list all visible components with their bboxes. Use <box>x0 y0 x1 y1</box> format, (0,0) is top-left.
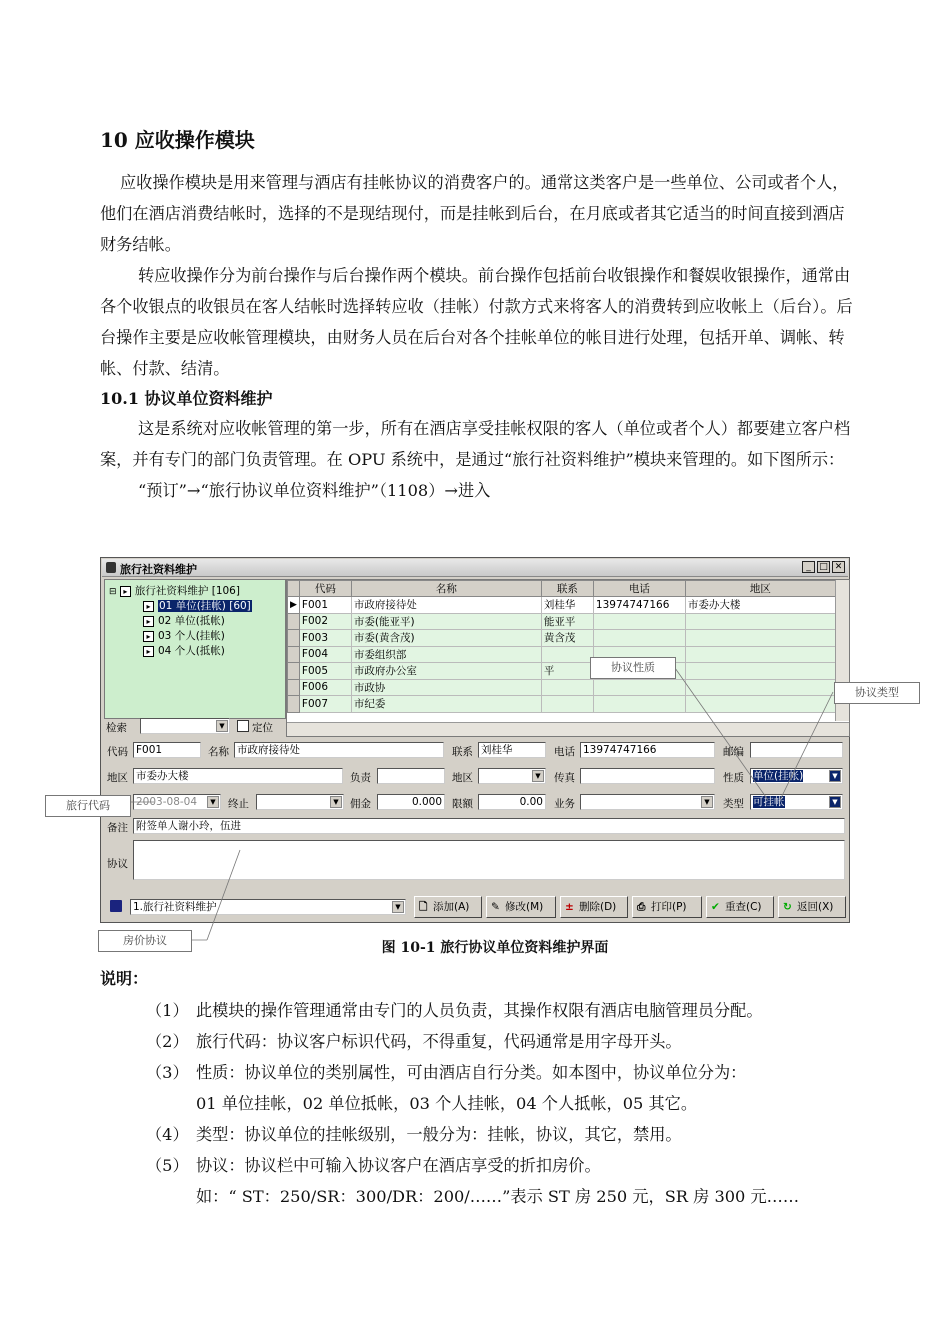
cell: 黄含茂 <box>541 630 593 647</box>
printer-icon: ⎙ <box>637 901 646 913</box>
cell: F007 <box>299 696 351 713</box>
cell: 市纪委 <box>351 696 541 713</box>
section-heading: 10 应收操作模块 <box>100 128 255 152</box>
end-label: 终止 <box>228 798 249 810</box>
intro-paragraph-2: 转应收操作分为前台操作与后台操作两个模块。前台操作包括前台收银操作和餐娱收银操作，通常由各个收银点的收银员在客人结帐时选择转应收（挂帐）付款方式来将客人的消费转到应收帐上（后台）。后台操作主要是应收帐管理模块，由财务人员在后台对各个挂帐单位的帐目进行处理，包括开单、调帐、转帐、付款、结清。 <box>100 266 853 378</box>
chevron-down-icon[interactable]: ▼ <box>207 796 219 808</box>
contact-label: 联系 <box>452 746 473 758</box>
note-text: 此模块的操作管理通常由专门的人员负责，其操作权限有酒店电脑管理员分配。 <box>196 1001 763 1020</box>
limit-label: 限额 <box>452 798 473 810</box>
module-value: 1.旅行社资料维护 <box>133 901 217 913</box>
notes-title: 说明： <box>100 969 149 988</box>
note-number: （2） <box>146 1032 189 1051</box>
tree-item-04[interactable]: ▸ 04 个人(抵帐) <box>143 643 225 658</box>
cell: 市委办大楼 <box>685 597 835 614</box>
note-number: （3） <box>146 1063 189 1082</box>
note-number: （5） <box>146 1156 189 1175</box>
add-button-label: 添加(A) <box>433 901 470 913</box>
tree-item-label: 03 个人(挂帐) <box>158 630 225 642</box>
note-item-3-continuation: 01 单位挂帐，02 单位抵帐，03 个人挂帐，04 个人抵帐，05 其它。 <box>196 1094 698 1113</box>
code-field[interactable]: F001 <box>133 742 201 758</box>
region-label: 地区 <box>452 772 473 784</box>
phone-field[interactable]: 13974747166 <box>580 742 715 758</box>
note-number: （1） <box>146 1001 189 1020</box>
cell: 市政府办公室 <box>351 663 541 680</box>
cell: F004 <box>299 646 351 663</box>
note-text: 类型：协议单位的挂帐级别，一般分为：挂帐，协议，其它，禁用。 <box>196 1125 682 1144</box>
nature-label: 性质 <box>723 772 744 784</box>
cell: 刘桂华 <box>541 597 593 614</box>
cell: 市委(能亚平) <box>351 613 541 630</box>
cell: F006 <box>299 679 351 696</box>
intro-paragraph-1: 应收操作模块是用来管理与酒店有挂帐协议的消费客户的。通常这类客户是一些单位、公司或者个人，他们在酒店消费结帐时，选择的不是现结现付，而是挂帐到后台，在月底或者其它适当的时间直接到酒店财务结帐。 <box>100 173 849 254</box>
cell: 市政协 <box>351 679 541 696</box>
chevron-down-icon[interactable]: ▼ <box>532 770 544 782</box>
subsection-title: 10.1 协议单位资料维护 <box>100 389 273 408</box>
figure-caption: 图 10-1 旅行协议单位资料维护界面 <box>381 940 609 956</box>
close-icon[interactable]: ✕ <box>832 561 845 573</box>
agreement-label: 协议 <box>107 858 128 870</box>
window-title: 旅行社资料维护 <box>120 563 197 576</box>
remark-field[interactable]: 附签单人谢小玲，伍进 <box>133 818 845 834</box>
delete-icon: ± <box>565 901 574 913</box>
commission-label: 佣金 <box>350 798 371 810</box>
check-icon: ✔ <box>711 901 720 913</box>
cell: 平 <box>541 663 593 680</box>
chevron-down-icon[interactable]: ▼ <box>216 720 228 732</box>
cell: 市政府接待处 <box>351 597 541 614</box>
note-item-1 <box>146 997 763 1021</box>
cell: 市委组织部 <box>351 646 541 663</box>
start-date-value: 2003-08-04 <box>136 796 198 808</box>
note-item-4 <box>146 1121 682 1145</box>
add-document-icon: 🗋 <box>419 901 428 913</box>
type-value: 可挂帐 <box>753 796 785 808</box>
row-pointer-icon: ▶ <box>288 597 300 614</box>
path-line: “预订”→“旅行协议单位资料维护”（1108）→进入 <box>138 481 491 500</box>
column-header[interactable]: 名称 <box>351 581 541 597</box>
return-button-label: 返回(X) <box>797 901 834 913</box>
cell: F002 <box>299 613 351 630</box>
note-text: 性质：协议单位的类别属性，可由酒店自行分类。如本图中，协议单位分为： <box>196 1063 747 1082</box>
cell: F005 <box>299 663 351 680</box>
name-label: 名称 <box>208 746 229 758</box>
tree-item-label: 02 单位(抵帐) <box>158 615 225 627</box>
tree-item-label: 01 单位(挂帐) [60] <box>159 600 251 612</box>
search-label: 检索 <box>106 722 127 734</box>
cell: F001 <box>299 597 351 614</box>
name-field[interactable]: 市政府接待处 <box>234 742 444 758</box>
cell: 13974747166 <box>593 597 685 614</box>
tree-root-label: 旅行社资料维护 [106] <box>134 585 240 597</box>
area-label: 地区 <box>107 772 128 784</box>
contact-field[interactable]: 刘桂华 <box>478 742 546 758</box>
limit-field[interactable]: 0.00 <box>478 794 546 810</box>
delete-button-label: 删除(D) <box>579 901 617 913</box>
locate-label: 定位 <box>252 722 273 734</box>
chevron-down-icon[interactable]: ▼ <box>701 796 713 808</box>
column-header[interactable]: 电话 <box>593 581 685 597</box>
nature-value: 单位(挂帐) <box>753 770 804 782</box>
edit-button-label: 修改(M) <box>505 901 544 913</box>
requery-button-label: 重查(C) <box>725 901 762 913</box>
area-field[interactable]: 市委办大楼 <box>133 768 343 784</box>
maximize-icon[interactable]: □ <box>817 561 830 573</box>
subsection-paragraph: 这是系统对应收帐管理的第一步，所有在酒店享受挂帐权限的客人（单位或者个人）都要建立客户档案，并有专门的部门负责管理。在 OPU 系统中，是通过“旅行社资料维护”模块来管理的。如下图所示： <box>100 419 851 469</box>
note-text: 协议：协议栏中可输入协议客户在酒店享受的折扣房价。 <box>196 1156 601 1175</box>
callout-travel-code: 旅行代码 <box>45 795 131 817</box>
note-item-5 <box>146 1152 601 1176</box>
callout-agreement-nature: 协议性质 <box>590 657 676 679</box>
fax-label: 传真 <box>554 772 575 784</box>
note-text: 旅行代码：协议客户标识代码，不得重复，代码通常是用字母开头。 <box>196 1032 682 1051</box>
cell: 能亚平 <box>541 613 593 630</box>
tree-item-label: 04 个人(抵帐) <box>158 645 225 657</box>
edit-icon: ✎ <box>491 901 500 913</box>
tree-item-02[interactable]: ▸ 02 单位(抵帐) <box>143 613 225 628</box>
chevron-down-icon[interactable]: ▼ <box>829 770 841 782</box>
refresh-icon: ↻ <box>783 901 792 913</box>
business-label: 业务 <box>554 798 575 810</box>
callout-agreement-type: 协议类型 <box>834 682 920 704</box>
print-button-label: 打印(P) <box>651 901 687 913</box>
note-item-5-continuation: 如：“ ST：250/SR：300/DR：200/……”表示 ST 房 250 元，SR 房 300 元…… <box>196 1187 800 1206</box>
owner-label: 负责 <box>350 772 371 784</box>
chevron-down-icon[interactable]: ▼ <box>330 796 342 808</box>
zip-label: 邮编 <box>723 746 744 758</box>
code-label: 代码 <box>107 746 128 758</box>
tree-item-01[interactable]: ▸ 01 单位(挂帐) [60] <box>143 598 252 613</box>
callout-rate-agreement: 房价协议 <box>98 930 192 952</box>
phone-label: 电话 <box>554 746 575 758</box>
column-header[interactable]: 联系 <box>541 581 593 597</box>
note-item-3 <box>146 1059 746 1083</box>
column-header[interactable]: 代码 <box>299 581 351 597</box>
type-label: 类型 <box>723 798 744 810</box>
note-number: （4） <box>146 1125 189 1144</box>
tree-item-03[interactable]: ▸ 03 个人(挂帐) <box>143 628 225 643</box>
column-header[interactable]: 地区 <box>685 581 835 597</box>
chevron-down-icon[interactable]: ▼ <box>392 901 404 913</box>
cell: 市委(黄含茂) <box>351 630 541 647</box>
remark-label: 备注 <box>107 822 128 834</box>
chevron-down-icon[interactable]: ▼ <box>829 796 841 808</box>
tree-root[interactable]: ⊟ ▸ 旅行社资料维护 [106] <box>109 585 240 597</box>
note-item-2 <box>146 1028 682 1052</box>
commission-field[interactable]: 0.000 <box>377 794 445 810</box>
cell: F003 <box>299 630 351 647</box>
minimize-icon[interactable]: _ <box>802 561 815 573</box>
